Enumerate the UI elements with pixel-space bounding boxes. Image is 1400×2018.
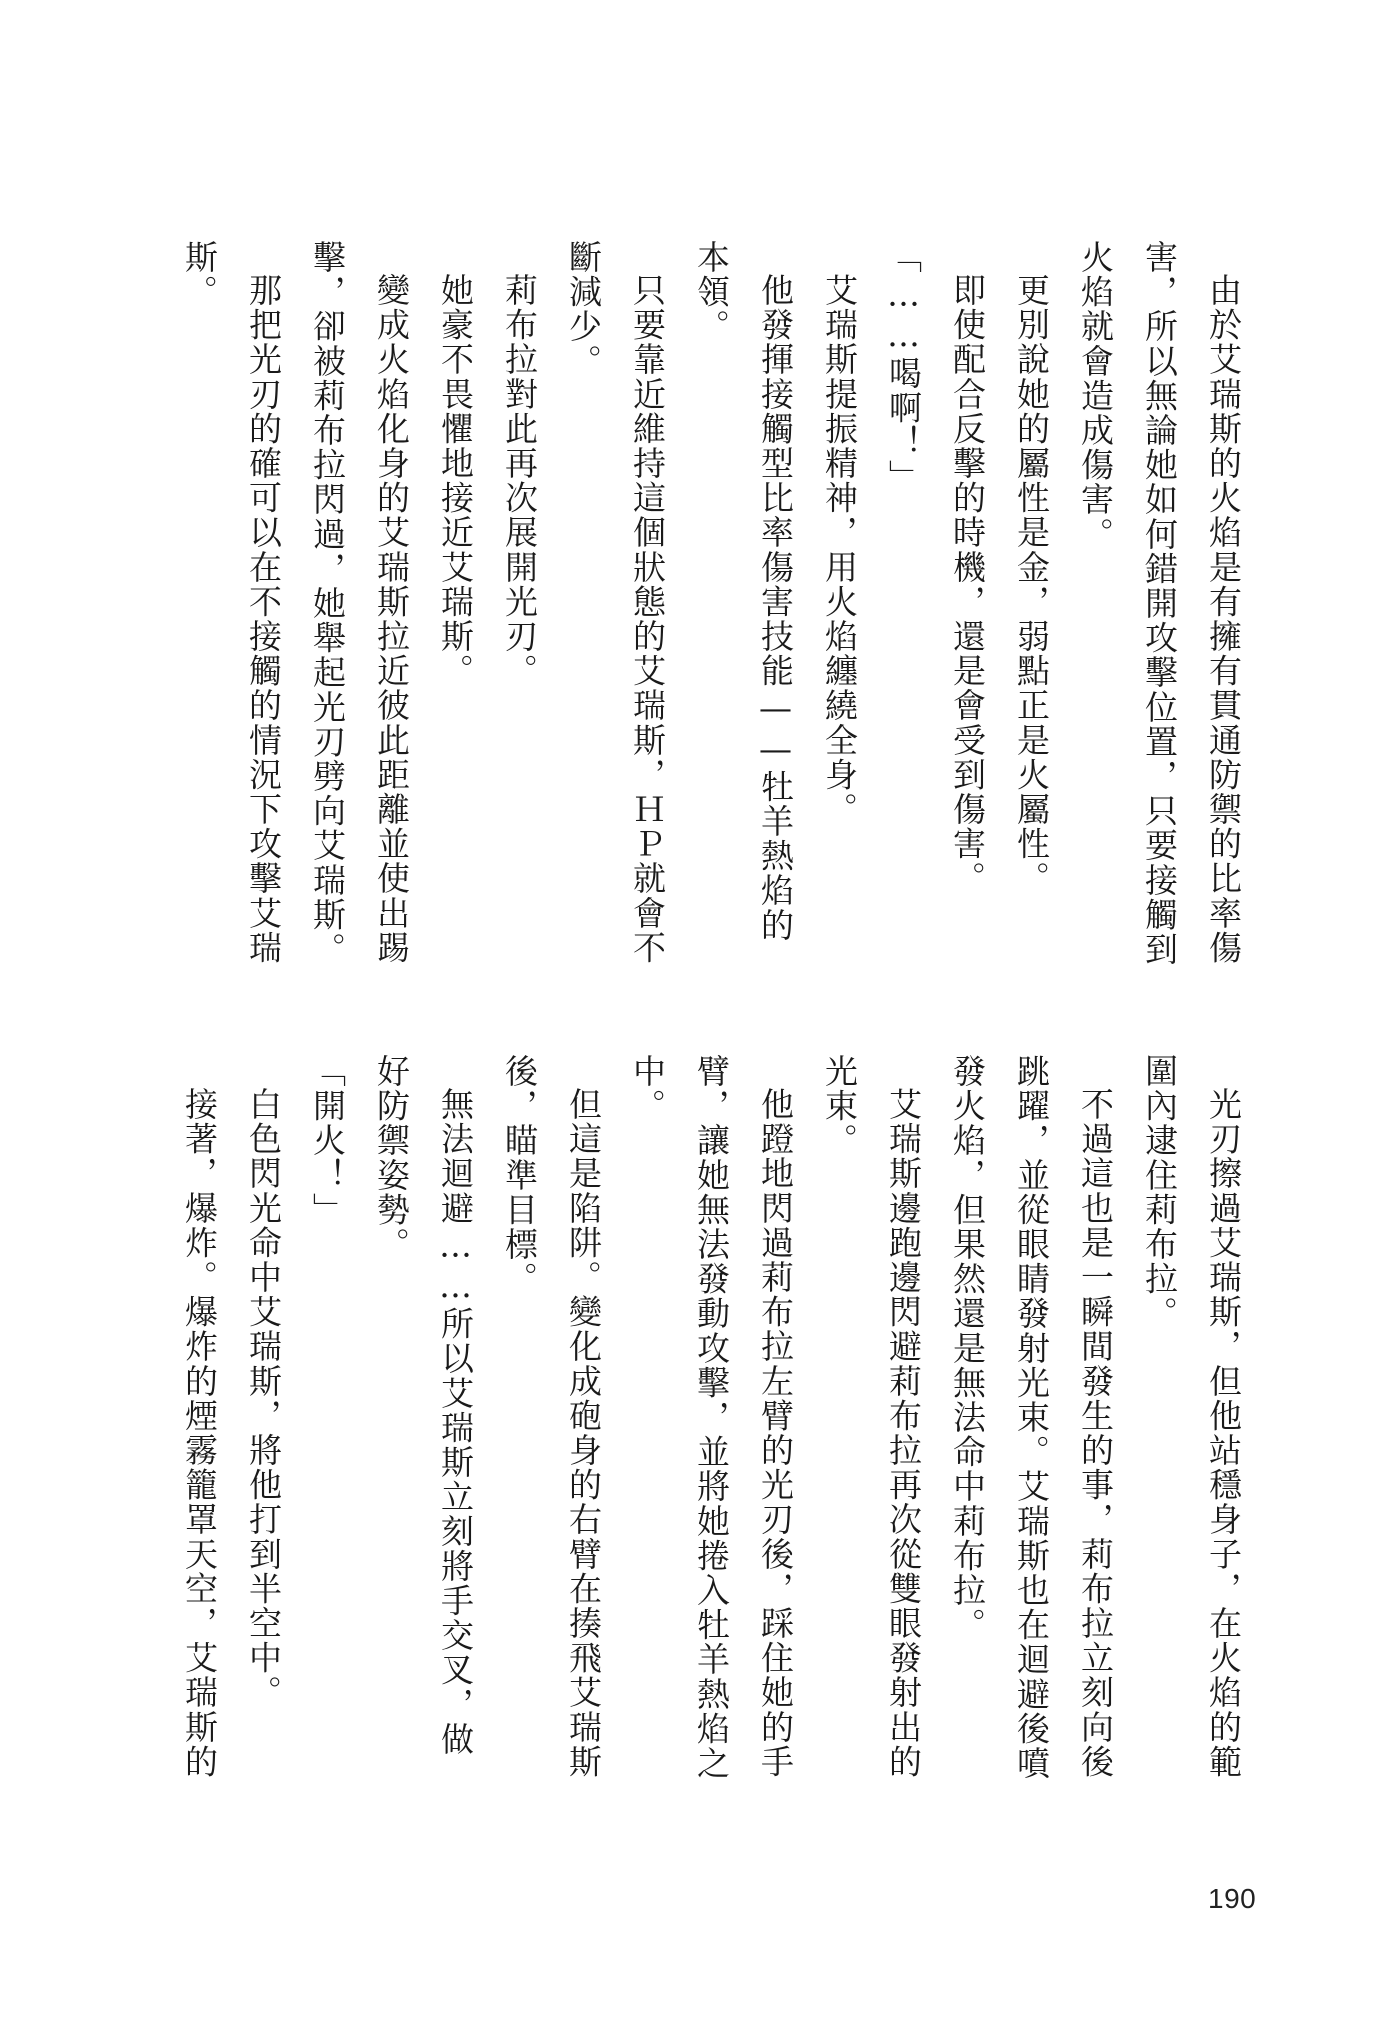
paragraph: 變成火焰化身的艾瑞斯拉近彼此距離並使出踢擊，卻被莉布拉閃過，她舉起光刃劈向艾瑞斯。	[308, 240, 411, 967]
paragraph: 她豪不畏懼地接近艾瑞斯。	[436, 273, 475, 689]
dialogue-line: 「……喝啊！」	[884, 240, 923, 495]
paragraph: 無法迴避……所以艾瑞斯立刻將手交叉，做好防禦姿勢。	[372, 1054, 475, 1757]
paragraph: 他發揮接觸型比率傷害技能——牡羊熱焰的本領。	[692, 240, 795, 943]
paragraph: 由於艾瑞斯的火焰是有擁有貫通防禦的比率傷害，所以無論她如何錯開攻擊位置，只要接觸到火焰就會造成傷害。	[1076, 240, 1243, 967]
paragraph: 光刃擦過艾瑞斯，但他站穩身子，在火焰的範圍內逮住莉布拉。	[1140, 1054, 1243, 1779]
paragraph: 莉布拉對此再次展開光刃。	[500, 273, 539, 689]
text-block-lower	[145, 1054, 1255, 1789]
paragraph: 艾瑞斯邊跑邊閃避莉布拉再次從雙眼發射出的光束。	[820, 1054, 923, 1779]
paragraph: 不過這也是一瞬間發生的事，莉布拉立刻向後跳躍，並從眼睛發射光束。艾瑞斯也在迴避後噴發火焰，但果然還是無法命中莉布拉。	[948, 1054, 1115, 1781]
paragraph: 那把光刃的確可以在不接觸的情況下攻擊艾瑞斯。	[180, 240, 283, 965]
paragraph: 但這是陷阱。變化成砲身的右臂在揍飛艾瑞斯後，瞄準目標。	[500, 1054, 603, 1779]
paragraph: 艾瑞斯提振精神，用火焰纏繞全身。	[820, 273, 859, 827]
paragraph: 即使配合反擊的時機，還是會受到傷害。	[948, 273, 987, 896]
paragraph: 只要靠近維持這個狀態的艾瑞斯，ＨＰ就會不斷減少。	[564, 240, 667, 965]
text-block-upper	[145, 240, 1255, 975]
paragraph: 他蹬地閃過莉布拉左臂的光刃後，踩住她的手臂，讓她無法發動攻擊，並將她捲入牡羊熱焰之中。	[628, 1054, 795, 1781]
paragraph: 白色閃光命中艾瑞斯，將他打到半空中。	[244, 1087, 283, 1710]
page-number: 190	[1208, 1883, 1257, 1914]
paragraph: 接著，爆炸。爆炸的煙霧籠罩天空，艾瑞斯的	[180, 1087, 219, 1779]
dialogue-line: 「開火！」	[308, 1054, 347, 1227]
paragraph: 更別說她的屬性是金，弱點正是火屬性。	[1012, 273, 1051, 896]
